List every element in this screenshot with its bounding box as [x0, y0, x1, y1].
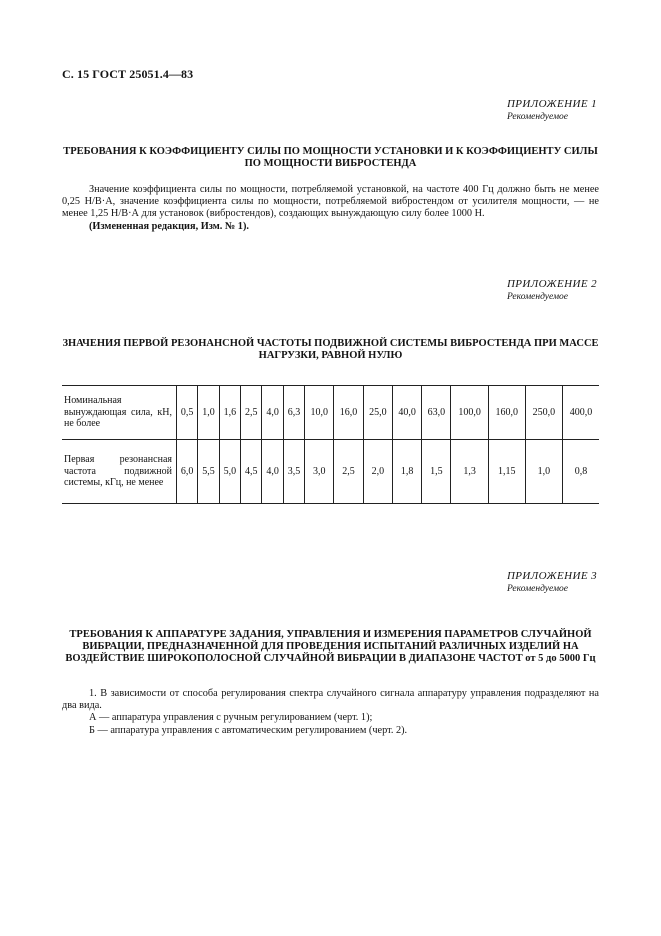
resonance-frequency-table: [62, 385, 599, 504]
appendix-2-title: ПРИЛОЖЕНИЕ 2: [506, 278, 597, 290]
table-cell: 6,0: [177, 440, 198, 504]
appendix-1-title: ПРИЛОЖЕНИЕ 1: [506, 98, 597, 110]
appendix-3-paragraph-a: А — аппаратура управления с ручным регулированием (черт. 1);: [89, 712, 373, 724]
table-row-frequency: [62, 440, 599, 504]
table-cell: 4,0: [262, 440, 283, 504]
table-cell: 1,8: [392, 440, 421, 504]
table-cell: 1,6: [219, 386, 240, 440]
row-label-frequency: Первая резонансная частота подвижной системы, кГц, не менее: [62, 440, 177, 504]
appendix-3-body: [62, 688, 599, 737]
table-cell: 63,0: [422, 386, 451, 440]
table-cell: 5,5: [198, 440, 219, 504]
table-cell: 40,0: [392, 386, 421, 440]
appendix-3-label: [507, 570, 597, 596]
table-cell: 0,8: [563, 440, 600, 504]
appendix-1-paragraph: Значение коэффициента силы по мощности, потребляемой установкой, на частоте 400 Гц должно быть не менее 0,25 Н/В·А, значение коэффициента силы по мощности, потребляемой вибростендом от усилителя мощности, — не менее 1,25 Н/В·А для установок (вибростендов), создающих вынуждающую силу более 1000 Н.: [62, 184, 599, 220]
table-cell: 0,5: [177, 386, 198, 440]
table-cell: 3,0: [305, 440, 334, 504]
appendix-3-status: Рекомендуемое: [506, 584, 568, 594]
table-cell: 4,0: [262, 386, 283, 440]
appendix-1-label: [507, 98, 597, 124]
table-cell: 3,5: [283, 440, 304, 504]
table-cell: 25,0: [363, 386, 392, 440]
table-cell: 16,0: [334, 386, 363, 440]
appendix-2-label: [507, 278, 597, 304]
appendix-1-body: [62, 184, 599, 233]
table-cell: 5,0: [219, 440, 240, 504]
appendix-3-heading: ТРЕБОВАНИЯ К АППАРАТУРЕ ЗАДАНИЯ, УПРАВЛЕНИЯ И ИЗМЕРЕНИЯ ПАРАМЕТРОВ СЛУЧАЙНОЙ ВИБРАЦИИ, ПРЕДНАЗНАЧЕННОЙ ДЛЯ ПРОВЕДЕНИЯ ИСПЫТАНИЙ РАЗЛИЧНЫХ ИЗДЕЛИЙ НА ВОЗДЕЙСТВИЕ ШИРОКОПОЛОСНОЙ СЛУЧАЙНОЙ ВИБРАЦИИ В ДИАПАЗОНЕ ЧАСТОТ от 5 до 5000 Гц: [65, 629, 596, 664]
table-cell: 1,0: [525, 440, 562, 504]
table-cell: 2,5: [241, 386, 262, 440]
appendix-2-heading: ЗНАЧЕНИЯ ПЕРВОЙ РЕЗОНАНСНОЙ ЧАСТОТЫ ПОДВИЖНОЙ СИСТЕМЫ ВИБРОСТЕНДА ПРИ МАССЕ НАГРУЗКИ, РАВНОЙ НУЛЮ: [62, 338, 599, 361]
appendix-2-status: Рекомендуемое: [506, 292, 568, 302]
appendix-3-title: ПРИЛОЖЕНИЕ 3: [506, 570, 597, 582]
table-cell: 2,0: [363, 440, 392, 504]
table-cell: 250,0: [525, 386, 562, 440]
appendix-3-paragraph-1: 1. В зависимости от способа регулирования спектра случайного сигнала аппаратуру управления подразделяют на два вида.: [62, 688, 599, 712]
table-cell: 100,0: [451, 386, 488, 440]
table-cell: 10,0: [305, 386, 334, 440]
table-cell: 6,3: [283, 386, 304, 440]
appendix-1-status: Рекомендуемое: [506, 112, 568, 122]
table-cell: 2,5: [334, 440, 363, 504]
table-cell: 1,3: [451, 440, 488, 504]
table-cell: 160,0: [488, 386, 525, 440]
table-cell: 4,5: [241, 440, 262, 504]
table-cell: 400,0: [563, 386, 600, 440]
row-label-force: Номинальная вынуждающая сила, кН, не более: [62, 386, 177, 440]
table-cell: 1,15: [488, 440, 525, 504]
table-row-force: [62, 386, 599, 440]
appendix-1-heading: ТРЕБОВАНИЯ К КОЭФФИЦИЕНТУ СИЛЫ ПО МОЩНОСТИ УСТАНОВКИ И К КОЭФФИЦИЕНТУ СИЛЫ ПО МОЩНОСТИ ВИБРОСТЕНДА: [63, 146, 598, 169]
page-header: С. 15 ГОСТ 25051.4—83: [62, 67, 194, 81]
appendix-1-edit-note: (Измененная редакция, Изм. № 1).: [89, 220, 249, 232]
table-cell: 1,0: [198, 386, 219, 440]
appendix-3-paragraph-b: Б — аппаратура управления с автоматическим регулированием (черт. 2).: [89, 724, 408, 736]
table-cell: 1,5: [422, 440, 451, 504]
